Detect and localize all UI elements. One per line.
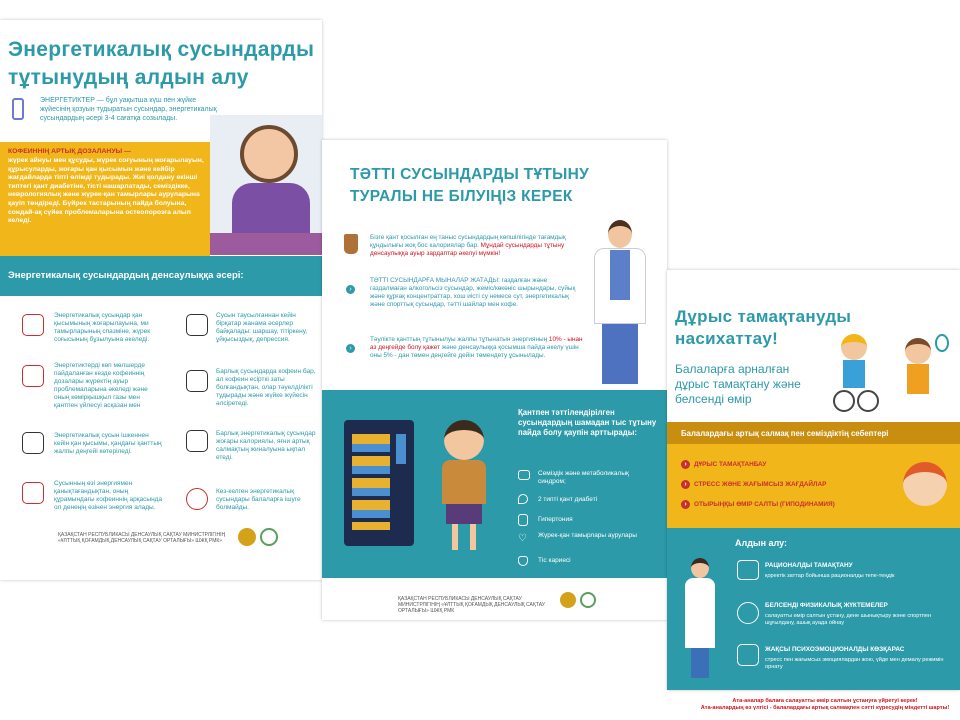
poster2-title: ТӘТТІ СУСЫНДАРДЫ ТҰТЫНУ ТУРАЛЫ НЕ БІЛУІҢІЗ КЕРЕК <box>350 166 590 205</box>
causes-title: Балалардағы артық салмақ пен семіздіктің себептері <box>681 429 889 438</box>
prevention-title: Алдын алу: <box>735 538 788 548</box>
intro-text: ЭНЕРГЕТИКТЕР — бұл уақытша күш пен жүйке жүйесінің қозуын тудыратын сусындар, энергетикалық сусындардың әсері 3-4 сағатқа созылады. <box>40 97 217 122</box>
cause-item: › СТРЕСС ЖӘНЕ ЖАҒЫМСЫЗ ЖАҒДАЙЛАР <box>681 480 826 489</box>
chevron-right-icon: › <box>346 285 355 294</box>
doctor-illustration <box>590 220 650 390</box>
poster-sweet-drinks <box>322 140 667 620</box>
cause-item: › ОТЫРЫҢҚЫ ӨМІР САЛТЫ (ГИПОДИНАМИЯ) <box>681 500 835 509</box>
blood-pressure-icon <box>22 432 44 454</box>
risk-item: Тіс кариесі <box>538 557 571 564</box>
chevron-right-icon: › <box>681 460 690 469</box>
ministry-emblem-logo <box>238 528 256 546</box>
crying-child-illustration <box>903 462 947 506</box>
energy-can-icon <box>12 98 24 120</box>
no-energy-icon <box>22 482 44 504</box>
center-logo <box>260 528 278 546</box>
vending-machine-illustration <box>344 420 414 546</box>
effect-item: Барлық энергетикалық сусындар жоғары калориялы, яғни артық салмақтың жиналуына ықпал етеді. <box>216 430 316 461</box>
pressure-icon <box>518 514 528 526</box>
mind-icon <box>737 644 759 666</box>
chevron-right-icon: › <box>346 344 355 353</box>
effect-item: Кез-келген энергетикалық сусындары балаларға ішуге болмайды. <box>216 488 301 511</box>
effect-item: Сусынның өзі энергиямен қанықтағандықтан, оның құрамындағы кофеиннің арқасында ол денеңің өзінен энергия алады. <box>54 480 163 511</box>
poster2-footer: ҚАЗАҚСТАН РЕСПУБЛИКАСЫ ДЕНСАУЛЫҚ САҚТАУ МИНИСТРЛІГІНІҢ «ҰЛТТЫҚ ҚОҒАМДЫҚ ДЕНСАУЛЫҚ САҚТАУ ОРТАЛЫҒЫ» ШЖҚ РМК <box>398 596 545 614</box>
nurse-illustration <box>683 558 717 678</box>
intro-paragraph: Бізге қант қосылған ең таныс сусындардың көпшілігінде тағамдық құндылығы жоқ бос калориялар бар. Мұндай сусындарды тұтыну денсаулыққа ауыр зардаптар әкелуі мүмкін! <box>370 234 566 257</box>
girl-with-drink-illustration <box>434 420 494 550</box>
risk-item: Гипертония <box>538 516 573 523</box>
poster3-title: Дұрыс тамақтануды насихаттау! <box>675 307 852 348</box>
addiction-icon <box>186 370 208 392</box>
risk-box <box>322 390 667 578</box>
prohibited-icon <box>186 488 208 510</box>
effect-item: Сусын таусылғаннан кейін бірқатар жанама әсерлер байқалады: шаршау, тітіркену, ұйқысыздық, депрессия. <box>216 312 308 343</box>
cause-item: › ДҰРЫС ТАМАҚТАНБАУ <box>681 460 766 469</box>
parent-advice: Ата-аналар балаға салауатты өмір салтын ұстануға үйретуі керек! Ата-аналардың өз үлгісі - балалардағы артық салмақпен сәтті күресудің міндетті шарты! <box>700 698 950 711</box>
risk-item: 2 типті қант диабеті <box>538 496 598 503</box>
causes-box <box>667 422 960 528</box>
prevention-item-text: қоректік заттар бойынша рационалды тепе-теңдік <box>765 573 895 579</box>
prevention-item-heading: БЕЛСЕНДІ ФИЗИКАЛЫҚ ЖҮКТЕМЕЛЕР <box>765 602 888 609</box>
heart-icon: ♡ <box>518 533 527 544</box>
effect-item: Энергетикалық сусындар қан қысымының жоғарылауына, ми тамырларының спазміне, жүрек соғысының бұзылуына әкеледі. <box>54 312 151 343</box>
center-logo <box>580 592 596 608</box>
risk-item: Жүрек-қан тамырлары аурулары <box>538 532 637 539</box>
prevention-item-text: стресс пен жағымсыз эмоциялардан жою, үйде мен демалу режимін орнату <box>765 657 944 670</box>
risk-title: Қантпен тәттілендірілген сусындардың шамадан тыс тұтыну пайда болу қаупін арттырады: <box>518 408 657 437</box>
chevron-right-icon: › <box>681 480 690 489</box>
brain-icon <box>22 314 44 336</box>
tired-person-icon <box>186 314 208 336</box>
scale-icon <box>518 470 530 480</box>
tired-child-illustration <box>210 115 322 255</box>
poster3-subtitle: Балаларға арналған дұрыс тамақтану және белсенді өмір <box>675 362 801 406</box>
risk-item: Семіздік және метаболикалық синдром; <box>538 470 629 485</box>
prevention-item-heading: ЖАҚСЫ ПСИХОЭМОЦИОНАЛДЫ КӨЗҚАРАС <box>765 646 905 653</box>
drop-icon <box>518 494 528 504</box>
sweet-drinks-list: ТӘТТІ СУСЫНДАРҒА МЫНАЛАР ЖАТАДЫ: газдалған және газдалмаған алкогольсіз сусындар, жеміс/көкөніс шырындары, сүйық және құрғақ концентраттар, хош иісті су немесе сут, энергетикалық және спорттық сусындар, тәтті шайлар мен кофе. <box>370 277 576 308</box>
effect-item: Барлық сусындарда кофеин бар, ал кофеин есірткі заты болғандықтан, олар тәуелділікті тудырады және жүйке жүйесін әлсіретеді. <box>216 368 316 407</box>
prevention-item-text: салауатты өмір салтын ұстану, дене шынықтыру және спортпен шұғылдану, ашық ауада ойнау <box>765 613 932 626</box>
prevention-box <box>667 528 960 690</box>
heart-icon <box>22 365 44 387</box>
poster-energy-drinks <box>0 20 322 580</box>
food-cart-icon <box>737 560 759 580</box>
ministry-emblem-logo <box>560 592 576 608</box>
prevention-item-heading: РАЦИОНАЛДЫ ТАМАҚТАНУ <box>765 562 853 569</box>
no-junk-food-icon <box>737 602 759 624</box>
poster1-title: Энергетикалық сусындарды тұтынудың алдын алу <box>8 38 315 89</box>
weight-gain-icon <box>186 430 208 452</box>
active-kids-illustration <box>827 328 955 416</box>
chevron-right-icon: › <box>681 500 690 509</box>
effect-item: Энергетиктерді көп мөлшерде пайдаланған кезде кофеиннің дозалары жүректің ауыр проблемаларына әкеледі және оның көмірқышқыл газы мен қантпен үйлесуі асқазан мен <box>54 362 148 409</box>
overdose-box: КОФЕИННІҢ АРТЫҚ ДОЗАЛАНУЫ — жүрек айнуы мен құсуды, жүрек соғуының жоғарылауын, құрысуларды, жоғары қан қысымын және кейбір жағдайларда тіпті өлімді тудырады. Жиі қолдану екінші типтегі қант диабетіне, тісті нашарлатады, семіздікке, неврологиялық және жүрек-қан тамырлары ауруларына қауіп төндіреді. Бүйрек тастарының пайда болуына, сондай-ақ сүйек проблемаларына остеопорозға алып келеді. <box>0 142 210 256</box>
sugar-recommendation: Тәулікте қанттың тұтынылуы жалпы тұтынатын энергияның 10% - ынан аз деңгейде болу қажет және денсаулыққа қосымша пайда әкелу үшін оны 5% - дан төмен деңгейге дейін төмендету ұсынылады. <box>370 336 583 359</box>
poster-healthy-eating <box>667 270 960 690</box>
bubble-tea-icon <box>344 234 358 254</box>
poster1-footer: ҚАЗАҚСТАН РЕСПУБЛИКАСЫ ДЕНСАУЛЫҚ САҚТАУ МИНИСТРЛІГІНІҢ «ҰЛТТЫҚ ҚОҒАМДЫҚ ДЕНСАУЛЫҚ САҚТАУ ОРТАЛЫҒЫ» ШЖҚ РМК» <box>58 532 226 544</box>
health-effects-band: Энергетикалық сусындардың денсаулыққа әсері: <box>0 256 322 296</box>
tooth-icon <box>518 556 528 566</box>
effect-item: Энергетикалық сусын ішкеннен кейін қан қысымы, қандағы қанттың жалпы деңгейі көтеріледі. <box>54 432 162 455</box>
